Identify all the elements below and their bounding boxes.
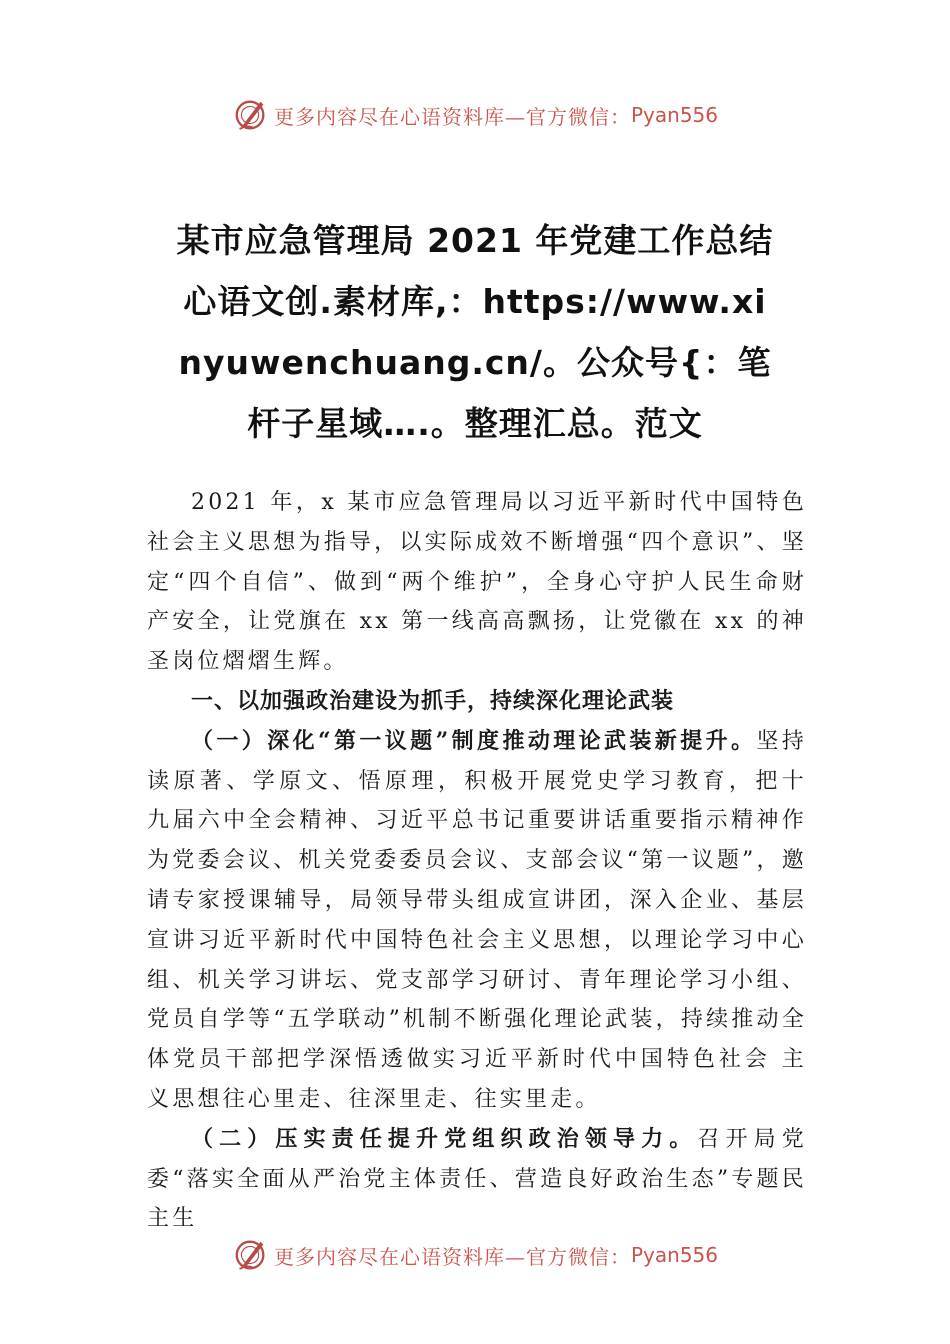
intro-paragraph: 2021 年，x 某市应急管理局以习近平新时代中国特色社会主义思想为指导，以实际成效不断增强“四个意识”、坚定“四个自信”、做到“两个维护”，全身心守护人民生命财产安全，让党旗在 xx 第一线高高飘扬，让党徽在 xx 的神圣岗位熠熠生辉。 (147, 490, 807, 675)
paragraph-body: 坚持读原著、学原文、悟原理，积极开展党史学习教育，把十 九届六中全会精神、习近平总书记重要讲话重要指示精神作为党委会议、机关党委委员会议、支部会议“第一议题”，邀请专家授课辅导，局领导带头组成宣讲团，深入企业、基层宣讲习近平新时代中国特色社会主义思想，以理论学习中心组、机关学习讲坛、党支部学习研讨、青年理论学习小组、党员自学等“五学联动”机制不断强化理论武装，持续推动全体党员干部把学深悟透做实习近平新时代中国特色社会 主义思想往心里走、往深里走、往实里走。 (147, 728, 807, 1112)
banner-wechat-id: Pyan556 (630, 1243, 718, 1267)
header-banner (0, 90, 950, 140)
banner-text: 更多内容尽在心语资料库—官方微信： (273, 1244, 631, 1269)
document-title (150, 210, 800, 454)
title-line-2: 心语文创.素材库,：https://www.xi (183, 282, 767, 321)
paragraph-lead: （二）压实责任提升党组织政治领导力。 (191, 1125, 698, 1152)
pen-logo-icon (232, 1236, 270, 1274)
pen-logo-icon (232, 96, 270, 134)
banner-wechat-id: Pyan556 (630, 103, 718, 127)
section-1-paragraph-2 (147, 1120, 807, 1239)
title-line-1: 某市应急管理局 2021 年党建工作总结 (176, 221, 774, 260)
paragraph-lead: （一）深化“第一议题”制度推动理论武装新提升。 (191, 727, 757, 754)
document-body (147, 483, 807, 1239)
title-line-4: 杆子星域….。整理汇总。范文 (247, 404, 703, 443)
section-1-paragraph-1 (147, 722, 807, 1120)
footer-banner (0, 1230, 950, 1280)
paragraph-body: 召开局党委“落实全面从严治党主体责任、营造良好政治生态”专题民主生 (147, 1126, 807, 1232)
title-line-3: nyuwenchuang.cn/。公众号{：笔 (178, 343, 772, 382)
banner-text: 更多内容尽在心语资料库—官方微信： (273, 104, 631, 129)
section-1-heading: 一、以加强政治建设为抓手，持续深化理论武装 (191, 688, 675, 714)
